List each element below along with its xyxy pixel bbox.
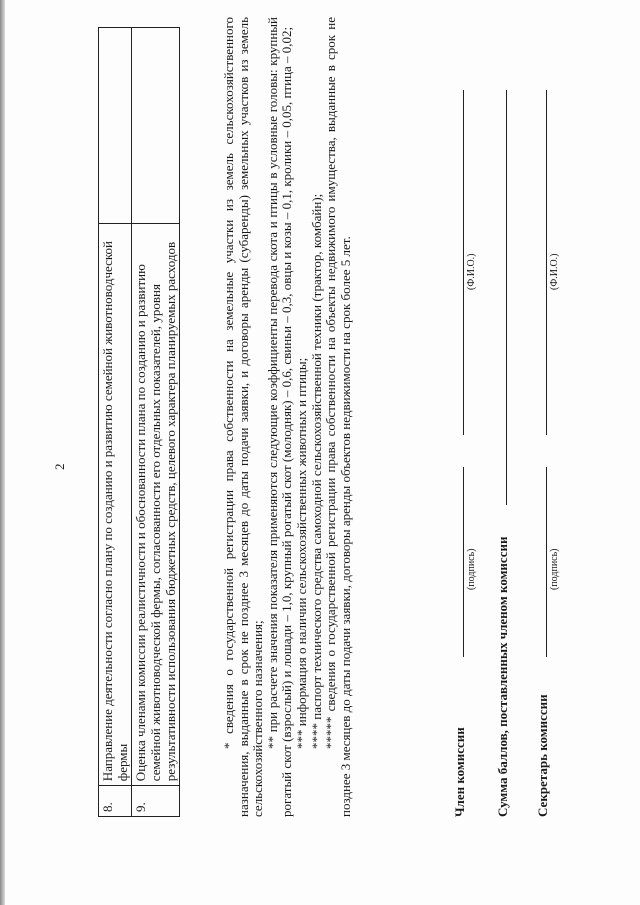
footnote-4: **** паспорт технического средства самоходной сельскохозяйственной техники (трактор, комбайн); xyxy=(308,193,324,749)
footnotes xyxy=(222,17,353,817)
page-number: 2 xyxy=(52,463,67,470)
secretary-name-hint: (Ф.И.О.) xyxy=(549,253,560,290)
row-text: Направление деятельности согласно плану по созданию и развитию семейной животноводческой фермы xyxy=(99,224,132,786)
member-label: Член комиссии xyxy=(452,727,467,817)
footnote-5: ***** сведения о государственной регистрации права собственности на объекты недвижимого имущества, выданные в срок не позднее 3 месяцев до даты подачи заявки, договоры аренды объектов недвижимости на срок более 5 лет. xyxy=(323,17,353,817)
member-sign-hint: (подпись) xyxy=(466,548,477,590)
criteria-table xyxy=(98,27,180,817)
footnote-1: * сведения о государственной регистрации права собственности на земельные участки из земель сельскохозяйственного назначения, выданные в срок не позднее 3 месяцев до даты подачи заявки, и договоры аренды (субаренды) земельных участков из земель сельскохозяйственного назначения; xyxy=(221,17,266,817)
secretary-sign-hint: (подпись) xyxy=(549,548,560,590)
sum-label: Сумма баллов, поставленных членом комиссии xyxy=(495,536,510,817)
score-cell xyxy=(132,28,180,224)
secretary-label: Секретарь комиссии xyxy=(535,694,550,817)
row-number: 8. xyxy=(99,786,132,817)
member-name-hint: (Ф.И.О.) xyxy=(466,253,477,290)
sum-line xyxy=(506,90,507,505)
secretary-sign-line xyxy=(546,467,547,657)
row-text: Оценка членами комиссии реалистичности и обоснованности плана по созданию и развитию семейной животноводческой фермы, согласованности его отдельных показателей, уровня результативности использования бюджетных средств, целевого характера планируемых расходов xyxy=(132,224,180,786)
table-row xyxy=(132,28,180,817)
footnote-3: *** информация о наличии сельскохозяйственных животных и птицы; xyxy=(293,357,309,749)
member-sign-line xyxy=(463,467,464,657)
row-number: 9. xyxy=(132,786,180,817)
secretary-name-line xyxy=(546,90,547,435)
score-cell xyxy=(99,28,132,224)
footnote-2: ** при расчете значения показателя применяются следующие коэффициенты перевода скота и птицы в условные головы: крупный рогатый скот (взрослый) и лошади – 1,0, крупный рогатый скот (молодняк) – 0,6, свиньи – 0,3, овцы и козы – 0,1, кролики – 0,05, птица – 0,02; xyxy=(264,17,295,817)
table-row xyxy=(99,28,132,817)
member-name-line xyxy=(463,90,464,435)
